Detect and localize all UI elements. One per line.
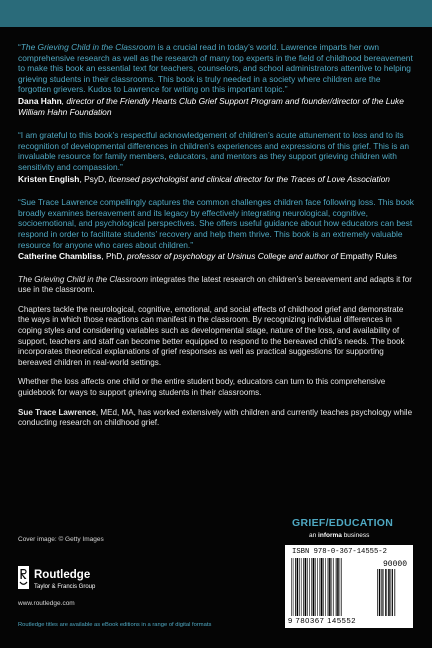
description-paragraph-3: Whether the loss affects one child or the entire student body, educators can turn to this comprehensive guidebook for ways to support grieving students in their classrooms.	[18, 377, 386, 398]
isbn-barcode	[285, 545, 413, 628]
endorser-name: Kristen English	[18, 173, 80, 184]
book-title-italic: The Grieving Child in the Classroom	[18, 274, 149, 284]
description-paragraph-1: The Grieving Child in the Classroom integrates the latest research on children’s bereavement and adapts it for use in the classroom.	[18, 274, 412, 295]
endorsement-attribution-3: Catherine Chambliss, PhD, professor of psychology at Ursinus College and author of Empathy Rules	[18, 251, 397, 262]
book-title-italic: The Grieving Child in the Classroom	[20, 42, 156, 52]
price-code: 90000	[382, 560, 407, 569]
publisher-url[interactable]: www.routledge.com	[18, 600, 75, 607]
ean-barcode-bars	[291, 558, 371, 616]
endorsement-quote-2: “I am grateful to this book’s respectful acknowledgement of children’s acute attunement to loss and to its recognition of developmental differences in children’s experiences and expressions of this grief. This is an invaluable resource for family members, educators, and mentors as they support grieving children with sensitivity and compassion.”	[18, 130, 410, 172]
publisher-group: Taylor & Francis Group	[34, 584, 96, 590]
publisher-name: Routledge	[34, 569, 91, 581]
endorsement-quote-3: “Sue Trace Lawrence compellingly captures the common challenges children face following loss. This book broadly examines bereavement and its legacy by effectively integrating neurological, cognitive, socioemotional, and psychological perspectives. She offers useful guidance about how educators can best respond in order to facilitate students’ recovery and help them thrive. This book is an extremely valuable resource for anyone who cares about children.”	[18, 197, 414, 250]
endorser-name: Catherine Chambliss	[18, 251, 102, 262]
endorser-name: Dana Hahn	[18, 95, 62, 106]
cover-credit: Cover image: © Getty Images	[18, 536, 104, 543]
author-name: Sue Trace Lawrence	[18, 407, 96, 417]
endorser-credentials: licensed psychologist and clinical director for the Traces of Love Association	[108, 173, 390, 184]
endorsement-attribution-2: Kristen English, PsyD, licensed psychologist and clinical director for the Traces of Love Association	[18, 173, 390, 184]
ebook-note: Routledge titles are available as eBook editions in a range of digital formats	[18, 622, 212, 628]
endorser-credentials: professor of psychology at Ursinus College and author of	[126, 251, 341, 262]
endorsement-quote-1: “The Grieving Child in the Classroom is a crucial read in today’s world. Lawrence imparts her own comprehensive research as well as the research of many top experts in the field of childhood bereavement to make this book an essential text for teachers, counselors, and school administrators attentive to helping grieving students in their classrooms. This book is truly needed in a society where children are the forgotten grievers. Kudos to Lawrence for writing on this important topic.”	[18, 42, 413, 95]
barcode-digits: 9 780367 145552	[288, 616, 357, 625]
addon-barcode-bars	[377, 569, 407, 616]
header-band	[0, 0, 432, 27]
isbn-number: ISBN 978-0-367-14555-2	[292, 548, 387, 556]
subject-category: GRIEF/EDUCATION	[292, 517, 394, 529]
endorsement-attribution-1	[18, 96, 414, 117]
text-column	[18, 42, 414, 438]
endorser-book: Empathy Rules	[340, 251, 397, 262]
author-bio: Sue Trace Lawrence, MEd, MA, has worked extensively with children and currently teaches psychology while conducting research on childhood grief.	[18, 407, 413, 428]
description-paragraph-2: Chapters tackle the neurological, cognitive, emotional, and social effects of childhood grief and demonstrate the ways in which those reactions can manifest in the classroom. By recognizing individual differences in coping styles and considering variables such as developmental stage, nature of the loss, and availability of support, teachers and staff can become better equipped to respond to the bereaved child’s needs. The book incorporates theoretical explanations of grief responses as well as practical suggestions for supporting bereaved children in real-world settings.	[18, 304, 405, 367]
routledge-r-icon	[18, 566, 29, 589]
informa-business-label: an informa business	[309, 532, 370, 539]
endorser-credentials: , director of the Friendly Hearts Club Grief Support Program and founder/director of the Luke William Hahn Foundation	[18, 95, 404, 117]
